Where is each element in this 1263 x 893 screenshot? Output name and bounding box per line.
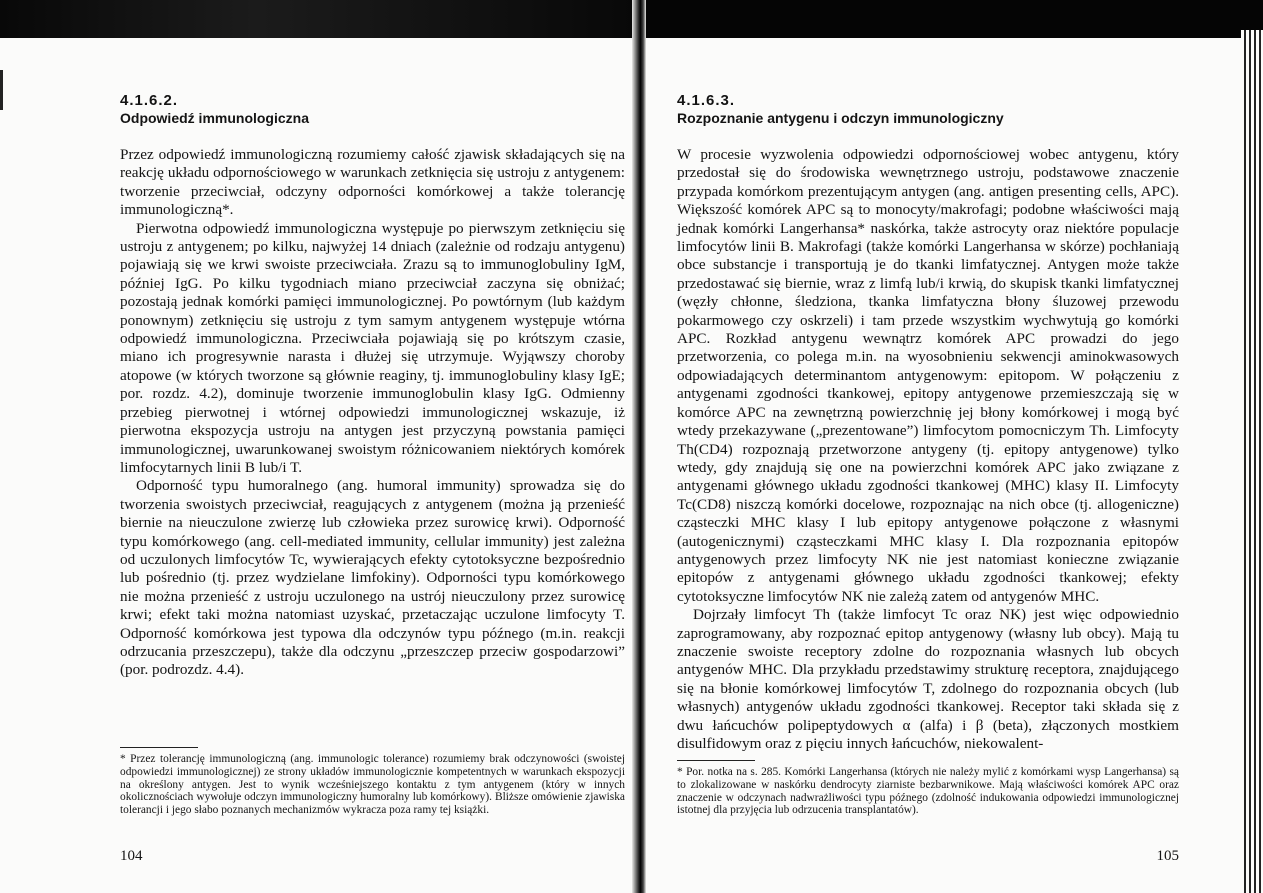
section-title: Odpowiedź immunologiczna (120, 110, 309, 126)
section-number: 4.1.6.3. (677, 92, 736, 109)
footnote-rule (120, 747, 198, 748)
section-title: Rozpoznanie antygenu i odczyn immunologiczny (677, 110, 1004, 126)
left-page (120, 0, 625, 893)
footnote: * Por. notka na s. 285. Komórki Langerhansa (których nie należy mylić z komórkami wysp Langerhansa) są to zlokalizowane w naskórku dendrocyty ziarniste bezbarwnikowe. Mają właściwości komórek APC oraz znaczenie w odczynach nadwrażliwości typu późnego (zdolność indukowania odpowiedzi immunologicznej istotnej dla przyjęcia lub odrzucenia transplantatów). (677, 766, 1179, 817)
footnote-rule (677, 760, 755, 761)
book-gutter (632, 0, 646, 893)
section-number: 4.1.6.2. (120, 92, 179, 109)
body-text (120, 146, 625, 680)
paragraph: Odporność typu humoralnego (ang. humoral immunity) sprowadza się do tworzenia swoistych przeciwciał, reagujących z antygenem (można ją przenieść biernie na nieuczulone zwierzę lub człowieka przez surowicę krwi). Odporność typu komórkowego (ang. cell-mediated immunity, cellular immunity) jest zależna od uczulonych limfocytów Tc, wywierających efekty cytotoksyczne bezpośrednio lub pośrednio (tj. przez wydzielane limfokiny). Odporności typu komórkowego nie można przenieść z ustroju uczulonego na ustrój nieuczulony przez surowicę krwi; efekt taki można natomiast uzyskać, przetaczając uczulone limfocyty T. Odporność komórkowa jest typowa dla odczynów typu późnego (m.in. reakcji odrzucania przeszczepu), także dla odczynu „przeszczep przeciw gospodarzowi” (por. podrozdz. 4.4). (120, 477, 625, 679)
page-number: 104 (120, 848, 143, 864)
body-text (677, 146, 1179, 753)
page-number: 105 (1156, 848, 1179, 864)
paragraph: Pierwotna odpowiedź immunologiczna występuje po pierwszym zetknięciu się ustroju z antygenem; po kilku, najwyżej 14 dniach (zależnie od rodzaju antygenu) pojawiają się we krwi swoiste przeciwciała. Zrazu są to immunoglobuliny IgM, później IgG. Po kilku tygodniach miano przeciwciał zaczyna się obniżać; pozostają jednak komórki pamięci immunologicznej. Po powtórnym (lub każdym ponownym) zetknięciu się ustroju z tym samym antygenem występuje wtórna odpowiedź immunologiczna. Przeciwciała pojawiają się po krótszym czasie, miano ich progresywnie narasta i dłużej się utrzymuje. Wyjąwszy choroby atopowe (w których tworzone są głównie reaginy, tj. immunoglobuliny klasy IgE; por. rozdz. 4.2), dominuje tworzenie immunoglobulin klasy IgG. Odmienny przebieg pierwotnej i wtórnej odpowiedzi immunologicznej wskazuje, iż pierwotna ekspozycja ustroju na antygen jest przyczyną powstania pamięci immunologicznej, uwarunkowanej swoistym różnicowaniem niektórych komórek limfocytarnych linii B lub/i T. (120, 219, 625, 476)
footnote: * Przez tolerancję immunologiczną (ang. immunologic tolerance) rozumiemy brak odczynowości (swoistej odpowiedzi immunologicznej) ze strony układów immunologicznie kompetentnych w warunkach ekspozycji na określony antygen. Jest to wynik wcześniejszego kontaktu z tym antygenem (który w innych okolicznościach wywołuje odczyn immunologiczny humoralny lub komórkowy). Bliższe omówienie zjawiska tolerancji i jego słabo poznanych mechanizmów wykracza poza ramy tej książki. (120, 753, 625, 817)
scan-left-mark (0, 70, 3, 110)
page-edges (1241, 30, 1263, 893)
paragraph: W procesie wyzwolenia odpowiedzi odpornościowej wobec antygenu, który przedostał się do środowiska wewnętrznego ustroju, podstawowe znaczenie przypada komórkom prezentującym antygen (ang. antigen presenting cells, APC). Większość komórek APC są to monocyty/makrofagi; podobne właściwości mają jednak komórki Langerhansa* naskórka, także astrocyty oraz niektóre populacje limfocytów linii B. Makrofagi (także komórki Langerhansa w skórze) pochłaniają obce substancje i transportują je do tkanki limfatycznej. Antygen może także przedostawać się biernie, wraz z limfą lub/i krwią, do skupisk tkanki limfatycznej (węzły chłonne, śledziona, tkanka limfatyczna błony śluzowej przewodu pokarmowego czy oskrzeli) i tam przede wszystkim wychwytują go komórki APC. Rozkład antygenu wewnątrz komórek APC prowadzi do jego przetworzenia, co polega m.in. na wyosobnieniu sekwencji aminokwasowych odpowiadających determinantom antygenowym: epitopom. W połączeniu z antygenami zgodności tkankowej, epitopy antygenowe przemieszczają się w komórce APC na zewnętrzną powierzchnię jej błony komórkowej i mogą być wtedy przekazywane („prezentowane”) limfocytom pomocniczym Th. Limfocyty Th(CD4) rozpoznają przetworzone antygeny (tj. epitopy antygenowe) tylko wtedy, gdy znajdują się one na powierzchni komórek APC jako związane z antygenami głównego układu zgodności tkankowej (MHC) klasy II. Limfocyty Tc(CD8) niszczą komórki docelowe, rozpoznając na nich obce (tj. allogeniczne) cząsteczki MHC klasy I lub epitopy antygenowe połączone z własnymi (autogenicznymi) cząsteczkami MHC klasy I. Dla rozpoznania epitopów antygenowych przez limfocyty NK nie jest natomiast konieczne związanie epitopów z antygenami głównego układu zgodności tkankowej; efekty cytotoksyczne limfocytów NK nie zależą zatem od antygenów MHC. (677, 146, 1179, 605)
paragraph: Dojrzały limfocyt Th (także limfocyt Tc oraz NK) jest więc odpowiednio zaprogramowany, aby rozpoznać epitop antygenowy (własny lub obcy). Mają tu znaczenie swoiste receptory zdolne do rozpoznania własnych lub obcych antygenów MHC. Dla przykładu przedstawimy strukturę receptora, znajdującego się na błonie komórkowej limfocytów T, zdolnego do rozpoznania obcych (lub własnych) antygenów układu zgodności tkankowej. Receptor taki składa się z dwu łańcuchów polipeptydowych α (alfa) i β (beta), złączonych mostkiem disulfidowym oraz z pięciu innych łańcuchów, niekowalent- (677, 606, 1179, 752)
right-page (677, 0, 1179, 893)
paragraph: Przez odpowiedź immunologiczną rozumiemy całość zjawisk składających się na reakcję układu odpornościowego w warunkach zetknięcia się ustroju z antygenem: tworzenie przeciwciał, odczyny odporności komórkowej a także tolerancję immunologiczną*. (120, 146, 625, 219)
